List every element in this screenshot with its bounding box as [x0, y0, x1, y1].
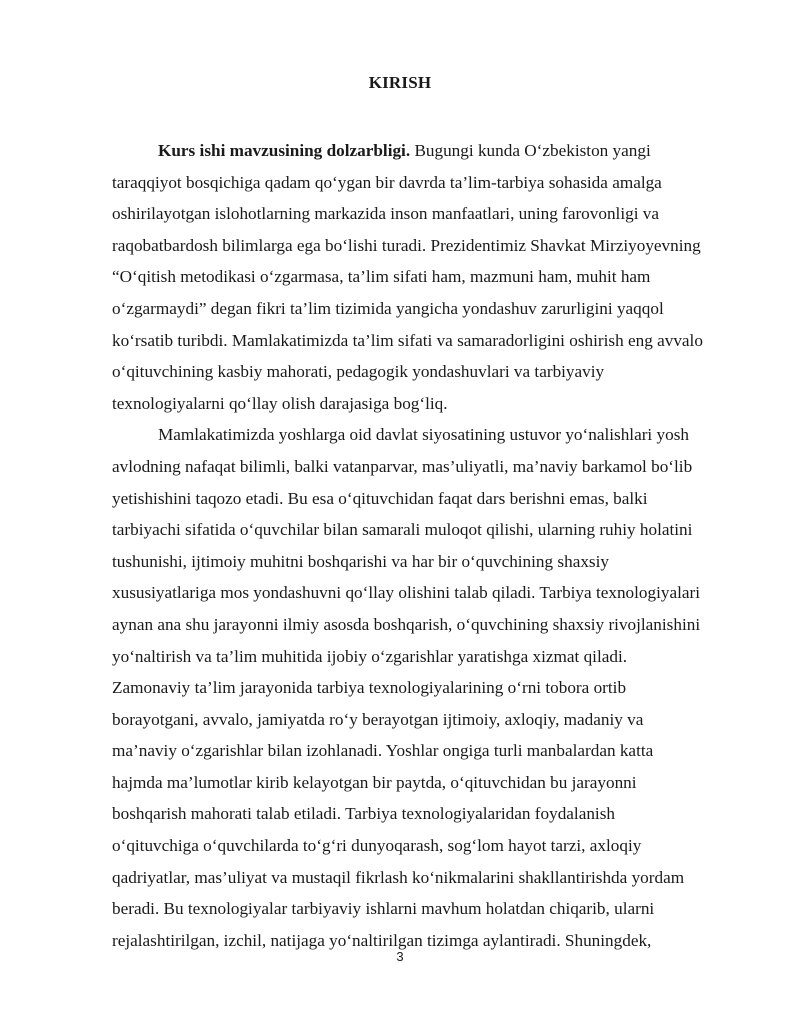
paragraph-line: yetishishini taqozo etadi. Bu esa o‘qituvchidan faqat dars berishni emas, balki [112, 488, 648, 508]
page-number: 3 [396, 949, 404, 964]
paragraph-line: aynan ana shu jarayonni ilmiy asosda boshqarish, o‘quvchining shaxsiy rivojlanishini [112, 614, 701, 634]
paragraph-line: beradi. Bu texnologiyalar tarbiyaviy ishlarni mavhum holatdan chiqarib, ularni [112, 899, 655, 919]
paragraph-line: tarbiyachi sifatida o‘quvchilar bilan samarali muloqot qilishi, ularning ruhiy holatini [112, 520, 693, 540]
paragraph-line [112, 135, 744, 167]
paragraph-line: Mamlakatimizda yoshlarga oid davlat siyosatining ustuvor yo‘nalishlari yosh [158, 425, 689, 445]
paragraph-line: qadriyatlar, mas’uliyat va mustaqil fikrlash ko‘nikmalarini shakllantirishda yordam [112, 867, 685, 887]
paragraph-line: yo‘naltirish va ta’lim muhitida ijobiy o‘zgarishlar yaratishga xizmat qiladi. [112, 646, 628, 666]
paragraph-line: borayotgani, avvalo, jamiyatda ro‘y berayotgan ijtimoiy, axloqiy, madaniy va [112, 709, 644, 729]
body-text [112, 135, 744, 956]
paragraph-line: boshqarish mahorati talab etiladi. Tarbiya texnologiyalaridan foydalanish [112, 804, 615, 824]
paragraph-line-text: Bugungi kunda O‘zbekiston yangi [410, 141, 651, 160]
paragraph-line: oshirilayotgan islohotlarning markazida inson manfaatlari, uning farovonligi va [112, 204, 659, 224]
paragraph-line: o‘qituvchiga o‘quvchilarda to‘g‘ri dunyoqarash, sog‘lom hayot tarzi, axloqiy [112, 836, 642, 856]
paragraph-line: taraqqiyot bosqichiga qadam qo‘ygan bir davrda ta’lim-tarbiya sohasida amalga [112, 172, 662, 192]
paragraph-line: o‘qituvchining kasbiy mahorati, pedagogik yondashuvlari va tarbiyaviy [112, 362, 605, 382]
paragraph-line: “O‘qitish metodikasi o‘zgarmasa, ta’lim sifati ham, mazmuni ham, muhit ham [112, 267, 651, 287]
paragraph-line: rejalashtirilgan, izchil, natijaga yo‘naltirilgan tizimga aylantiradi. Shuningdek, [112, 930, 652, 950]
paragraph-line: o‘zgarmaydi” degan fikri ta’lim tizimida yangicha yondashuv zarurligini yaqqol [112, 298, 664, 318]
paragraph-line: texnologiyalarni qo‘llay olish darajasiga bog‘liq. [112, 393, 448, 413]
paragraph-line: ma’naviy o‘zgarishlar bilan izohlanadi. Yoshlar ongiga turli manbalardan katta [112, 741, 654, 761]
page-title: KIRISH [368, 73, 432, 92]
paragraph-line: xususiyatlariga mos yondashuvni qo‘llay olishini talab qiladi. Tarbiya texnologiyalari [112, 583, 700, 603]
section-lead-heading: Kurs ishi mavzusining dolzarbligi. [158, 141, 411, 160]
paragraph-line: tushunishi, ijtimoiy muhitni boshqarishi va har bir o‘quvchining shaxsiy [112, 551, 609, 571]
paragraph-line: Zamonaviy ta’lim jarayonida tarbiya texnologiyalarining o‘rni tobora ortib [112, 678, 627, 698]
paragraph-line: hajmda ma’lumotlar kirib kelayotgan bir paytda, o‘qituvchidan bu jarayonni [112, 772, 637, 792]
paragraph-line: raqobatbardosh bilimlarga ega bo‘lishi turadi. Prezidentimiz Shavkat Mirziyoyevning [112, 235, 701, 255]
paragraph-line: ko‘rsatib turibdi. Mamlakatimizda ta’lim sifati va samaradorligini oshirish eng avvalo [112, 330, 703, 350]
paragraph-line: avlodning nafaqat bilimli, balki vatanparvar, mas’uliyatli, ma’naviy barkamol bo‘lib [112, 456, 693, 476]
